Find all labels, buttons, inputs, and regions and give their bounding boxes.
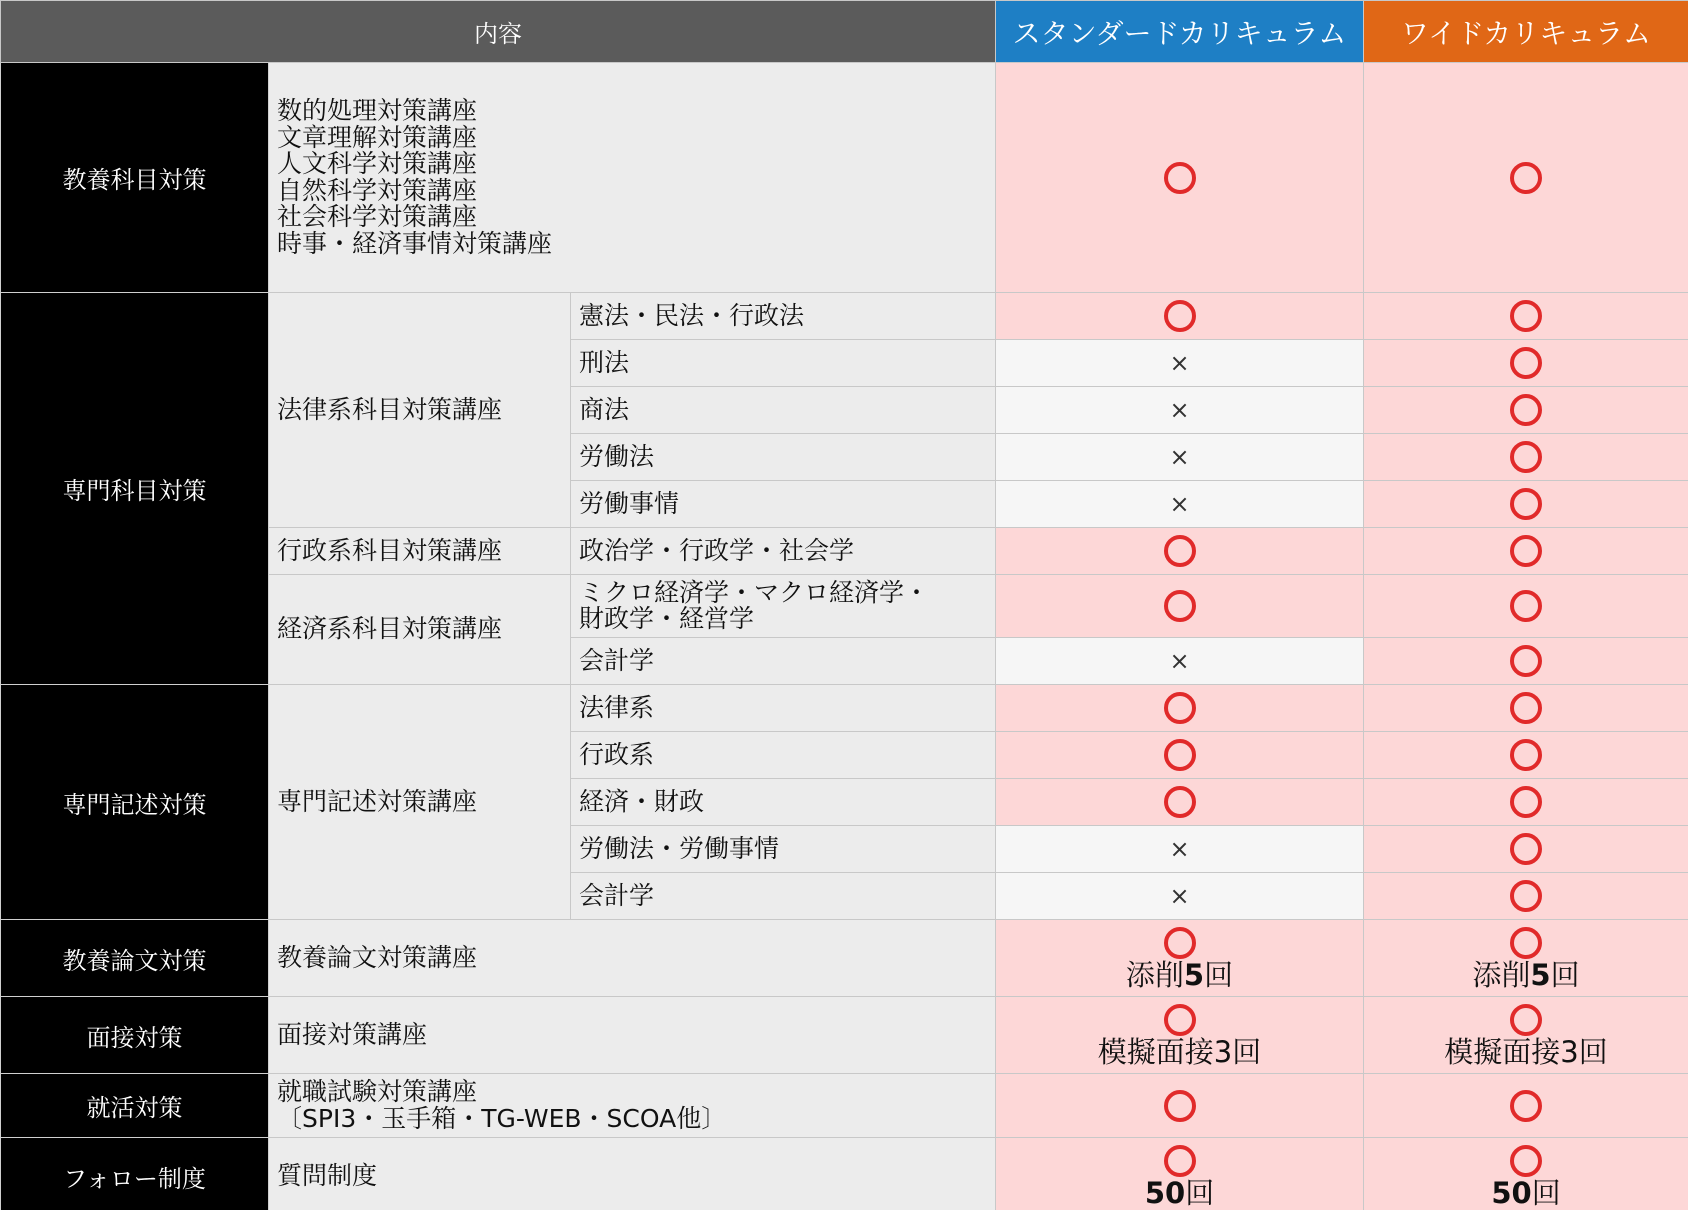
wide-cell [1364,826,1688,873]
wide-cell [1364,528,1688,575]
red-circle-icon [1164,786,1196,818]
red-circle-icon [1510,645,1542,677]
red-circle-icon [1510,1090,1542,1122]
red-circle-icon [1510,535,1542,567]
shukatsu-course-line: 〔SPI3・玉手箱・TG-WEB・SCOA他〕 [277,1103,727,1133]
mensetsu-wide-cell [1364,997,1688,1074]
category-mensetsu: 面接対策 [1,997,269,1074]
standard-cell [996,481,1364,528]
shukatsu-standard-cell [996,1074,1364,1138]
red-circle-icon [1510,590,1542,622]
subject-row-label: 刑法 [571,340,996,387]
subject-row-label: 会計学 [571,873,996,920]
header-content: 内容 [1,1,996,63]
red-circle-icon [1164,535,1196,567]
cross-icon: × [1169,349,1190,377]
ronbun-course: 教養論文対策講座 [269,920,996,997]
standard-cell [996,638,1364,685]
standard-cell [996,340,1364,387]
red-circle-icon [1510,300,1542,332]
cross-icon: × [1169,882,1190,910]
subject-row-label: 法律系 [571,685,996,732]
group-law: 法律系科目対策講座 [269,293,571,528]
shukatsu-wide-cell [1364,1074,1688,1138]
red-circle-icon [1510,927,1542,959]
mensetsu-standard-cell [996,997,1364,1074]
follow-wide-cell [1364,1138,1688,1210]
kijutsu-course: 専門記述対策講座 [269,685,571,920]
group-economics: 経済系科目対策講座 [269,575,571,685]
red-circle-icon [1164,927,1196,959]
standard-cell [996,779,1364,826]
red-circle-icon [1164,1004,1196,1036]
red-circle-icon [1510,488,1542,520]
kyoyo-course-list [269,63,996,293]
subject-row-label: 商法 [571,387,996,434]
red-circle-icon [1510,162,1542,194]
standard-cell [996,387,1364,434]
ronbun-standard-note: 添削5回 [1125,957,1234,992]
subject-row-label: 労働事情 [571,481,996,528]
follow-wide-note: 50回 [1491,1176,1561,1210]
mensetsu-standard-note: 模擬面接3回 [1097,1034,1262,1069]
standard-cell [996,434,1364,481]
category-kyoyo: 教養科目対策 [1,63,269,293]
red-circle-icon [1164,1090,1196,1122]
follow-course: 質問制度 [269,1138,996,1210]
cross-icon: × [1169,396,1190,424]
mensetsu-course: 面接対策講座 [269,997,996,1074]
standard-cell [996,873,1364,920]
kyoyo-wide-cell [1364,63,1688,293]
red-circle-icon [1164,1145,1196,1177]
mensetsu-wide-note: 模擬面接3回 [1444,1034,1608,1069]
wide-cell [1364,779,1688,826]
red-circle-icon [1164,739,1196,771]
course-item: 数的処理対策講座 [277,96,478,125]
subject-row-label: 労働法・労働事情 [571,826,996,873]
course-item: 人文科学対策講座 [277,149,478,178]
header-standard-curriculum: スタンダードカリキュラム [996,1,1364,63]
subject-label-line: 財政学・経営学 [579,604,755,633]
standard-cell [996,528,1364,575]
red-circle-icon [1510,739,1542,771]
standard-cell [996,826,1364,873]
cross-icon: × [1169,835,1190,863]
red-circle-icon [1510,394,1542,426]
wide-cell [1364,685,1688,732]
wide-cell [1364,340,1688,387]
standard-cell [996,293,1364,340]
cross-icon: × [1169,490,1190,518]
wide-cell [1364,873,1688,920]
course-item: 時事・経済事情対策講座 [277,228,553,258]
subject-label-line: ミクロ経済学・マクロ経済学・ [579,577,930,607]
red-circle-icon [1510,786,1542,818]
category-kijutsu: 専門記述対策 [1,685,269,920]
category-follow: フォロー制度 [1,1138,269,1210]
course-item: 社会科学対策講座 [277,202,478,231]
red-circle-icon [1510,880,1542,912]
follow-standard-cell [996,1138,1364,1210]
kyoyo-standard-cell [996,63,1364,293]
subject-row-label: 行政系 [571,732,996,779]
red-circle-icon [1510,347,1542,379]
red-circle-icon [1164,692,1196,724]
wide-cell [1364,732,1688,779]
course-item: 自然科学対策講座 [277,175,478,205]
red-circle-icon [1510,441,1542,473]
red-circle-icon [1164,590,1196,622]
header-wide-curriculum: ワイドカリキュラム [1364,1,1688,63]
subject-row-label: 会計学 [571,638,996,685]
cross-icon: × [1169,443,1190,471]
red-circle-icon [1164,162,1196,194]
standard-cell [996,575,1364,638]
group-admin: 行政系科目対策講座 [269,528,571,575]
subject-row-label: 経済・財政 [571,779,996,826]
wide-cell [1364,481,1688,528]
wide-cell [1364,387,1688,434]
red-circle-icon [1510,1004,1542,1036]
wide-cell [1364,434,1688,481]
wide-cell [1364,575,1688,638]
category-ronbun: 教養論文対策 [1,920,269,997]
standard-cell [996,732,1364,779]
follow-standard-note: 50回 [1144,1176,1215,1210]
subject-row-label: 政治学・行政学・社会学 [571,528,996,575]
category-senmon: 専門科目対策 [1,293,269,685]
course-item: 文章理解対策講座 [277,122,478,152]
wide-cell [1364,293,1688,340]
subject-row-label: 憲法・民法・行政法 [571,293,996,340]
ronbun-wide-cell [1364,920,1688,997]
shukatsu-course-line: 就職試験対策講座 [277,1077,478,1106]
red-circle-icon [1510,1145,1542,1177]
subject-row-label [571,575,996,638]
wide-cell [1364,638,1688,685]
standard-cell [996,685,1364,732]
category-shukatsu: 就活対策 [1,1074,269,1138]
red-circle-icon [1510,692,1542,724]
red-circle-icon [1510,833,1542,865]
cross-icon: × [1169,647,1190,675]
ronbun-wide-note: 添削5回 [1472,957,1580,992]
red-circle-icon [1164,300,1196,332]
subject-row-label: 労働法 [571,434,996,481]
ronbun-standard-cell [996,920,1364,997]
shukatsu-course [269,1074,996,1138]
